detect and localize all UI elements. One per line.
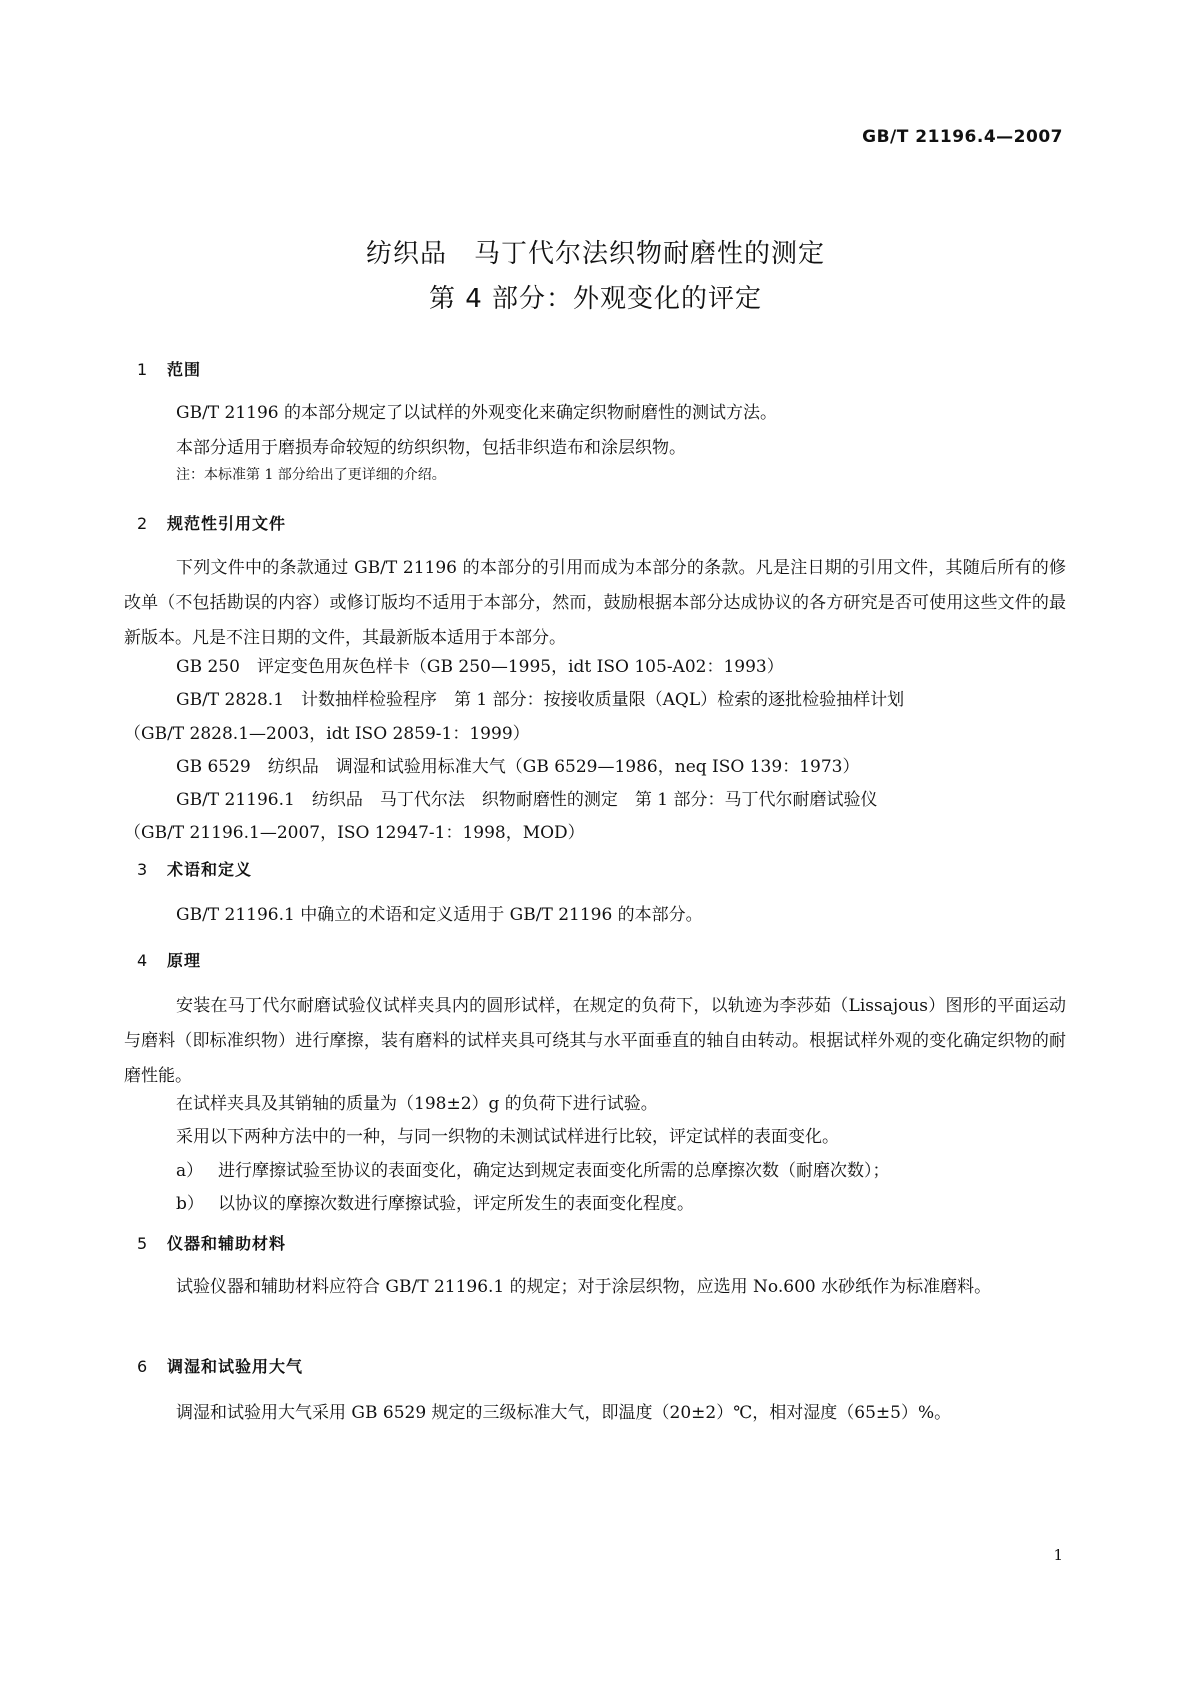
section-number: 6 <box>137 1357 149 1376</box>
paragraph: 本部分适用于磨损寿命较短的纺织织物，包括非织造布和涂层织物。 <box>176 438 686 458</box>
reference-gbt21196-1-line2: （GB/T 21196.1—2007，ISO 12947-1：1998，MOD） <box>124 823 585 843</box>
section-4-load-paragraph: 在试样夹具及其销轴的质量为（198±2）g 的负荷下进行试验。 <box>176 1094 658 1114</box>
section-6-heading <box>137 1354 303 1377</box>
document-title-line-1: 纺织品 马丁代尔法织物耐磨性的测定 <box>365 239 825 269</box>
standard-code: GB/T 21196.4—2007 <box>862 127 1063 147</box>
reference-gb250: GB 250 评定变色用灰色样卡（GB 250—1995，idt ISO 105-A02：1993） <box>176 657 784 677</box>
section-number: 3 <box>137 860 149 879</box>
section-number: 4 <box>137 951 149 970</box>
section-5-heading <box>137 1231 286 1254</box>
section-4-body <box>124 989 1066 1094</box>
section-2-heading <box>137 511 286 534</box>
document-title-line-2: 第 4 部分：外观变化的评定 <box>428 284 763 314</box>
section-number: 1 <box>137 360 149 379</box>
list-text: 进行摩擦试验至协议的表面变化，确定达到规定表面变化所需的总摩擦次数（耐磨次数）； <box>218 1161 890 1181</box>
paragraph: 试验仪器和辅助材料应符合 GB/T 21196.1 的规定；对于涂层织物，应选用 No.600 水砂纸作为标准磨料。 <box>176 1277 992 1297</box>
section-title: 调湿和试验用大气 <box>167 1357 304 1376</box>
list-item-b <box>176 1189 694 1214</box>
section-3-paragraph: GB/T 21196.1 中确立的术语和定义适用于 GB/T 21196 的本部分。 <box>176 905 703 925</box>
section-title: 规范性引用文件 <box>167 514 287 533</box>
paragraph: 下列文件中的条款通过 GB/T 21196 的本部分的引用而成为本部分的条款。凡是注日期的引用文件，其随后所有的修改单（不包括勘误的内容）或修订版均不适用于本部分，然而，鼓励根据本部分达成协议的各方研究是否可使用这些文件的最新版本。凡是不注日期的文件，其最新版本适用于本部分。 <box>124 558 1066 648</box>
section-number: 5 <box>137 1234 149 1253</box>
reference-gb6529: GB 6529 纺织品 调湿和试验用标准大气（GB 6529—1986，neq ISO 139：1973） <box>176 757 860 777</box>
paragraph: 安装在马丁代尔耐磨试验仪试样夹具内的圆形试样，在规定的负荷下，以轨迹为李莎茹（Lissajous）图形的平面运动与磨料（即标准织物）进行摩擦，装有磨料的试样夹具可绕其与水平面垂直的轴自由转动。根据试样外观的变化确定织物的耐磨性能。 <box>124 996 1066 1086</box>
section-number: 2 <box>137 514 149 533</box>
section-3-heading <box>137 857 252 880</box>
paragraph: GB/T 21196 的本部分规定了以试样的外观变化来确定织物耐磨性的测试方法。 <box>176 403 778 423</box>
section-title: 仪器和辅助材料 <box>167 1234 287 1253</box>
reference-gbt2828-line1: GB/T 2828.1 计数抽样检验程序 第 1 部分：按接收质量限（AQL）检索的逐批检验抽样计划 <box>176 690 905 710</box>
section-1-heading <box>137 357 201 380</box>
section-4-methods-paragraph: 采用以下两种方法中的一种，与同一织物的未测试试样进行比较，评定试样的表面变化。 <box>176 1127 839 1147</box>
section-title: 术语和定义 <box>167 860 253 879</box>
list-label: b） <box>176 1194 204 1214</box>
section-6-paragraph: 调湿和试验用大气采用 GB 6529 规定的三级标准大气，即温度（20±2）℃，相对湿度（65±5）%。 <box>176 1403 952 1423</box>
section-title: 范围 <box>167 360 202 379</box>
list-text: 以协议的摩擦次数进行摩擦试验，评定所发生的表面变化程度。 <box>218 1194 694 1214</box>
section-1-note: 注：本标准第 1 部分给出了更详细的介绍。 <box>176 467 446 483</box>
page-number: 1 <box>1053 1546 1063 1564</box>
list-item-a <box>176 1156 890 1181</box>
section-title: 原理 <box>167 951 202 970</box>
section-1-body <box>124 396 1066 466</box>
reference-gbt2828-line2: （GB/T 2828.1—2003，idt ISO 2859-1：1999） <box>124 724 530 744</box>
list-label: a） <box>176 1161 204 1181</box>
section-5-body <box>124 1270 1066 1305</box>
section-4-heading <box>137 948 201 971</box>
reference-gbt21196-1-line1: GB/T 21196.1 纺织品 马丁代尔法 织物耐磨性的测定 第 1 部分：马丁代尔耐磨试验仪 <box>176 790 878 810</box>
section-2-body <box>124 551 1066 656</box>
